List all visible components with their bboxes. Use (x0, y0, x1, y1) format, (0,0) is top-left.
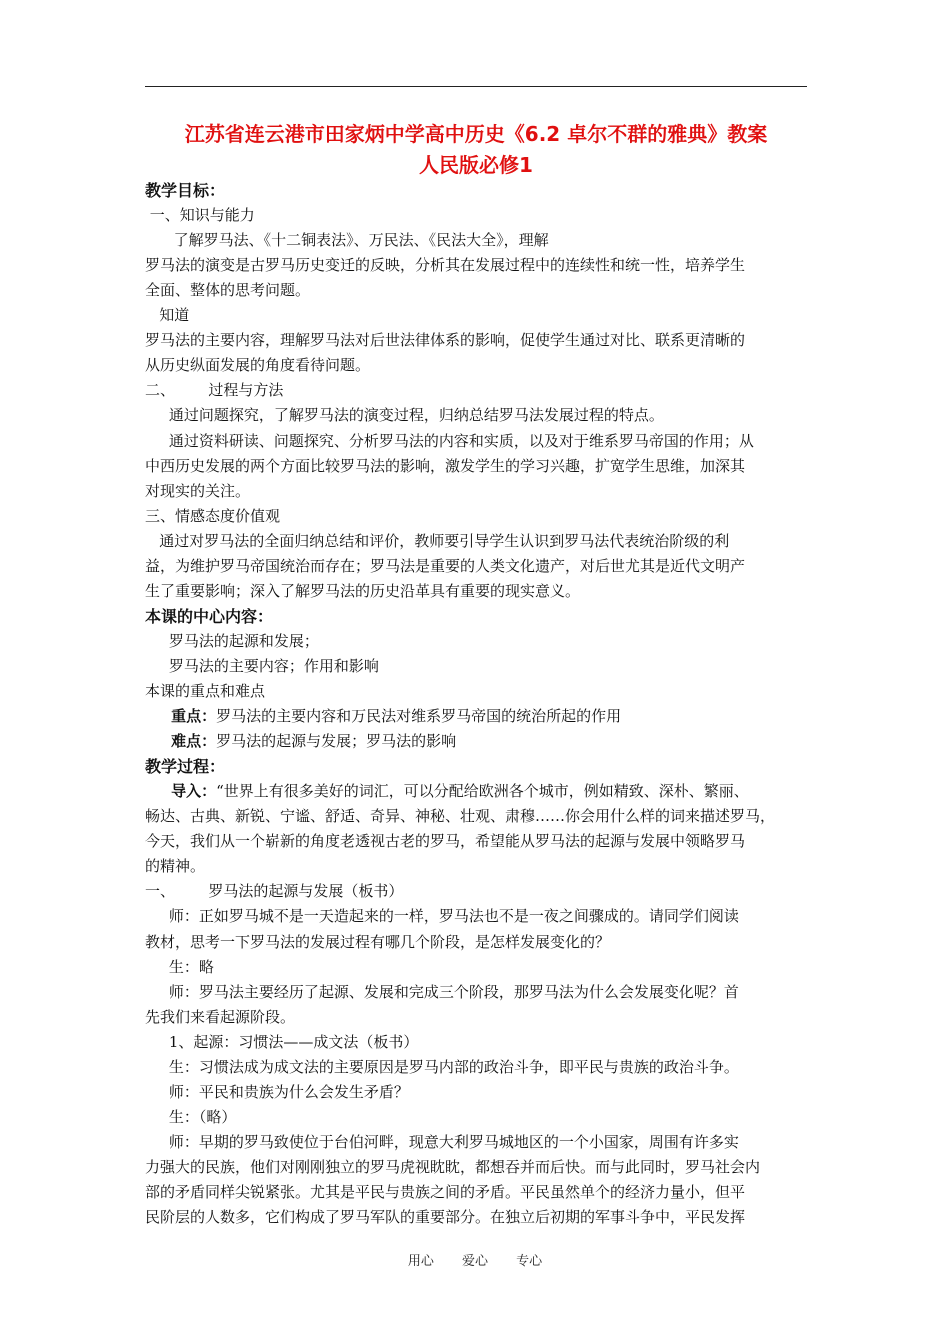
document-title-line1: 江苏省连云港市田家炳中学高中历史《6.2 卓尔不群的雅典》教案 (184, 122, 768, 146)
line-text: 通过问题探究，了解罗马法的演变过程，归纳总结罗马法发展过程的特点。 (145, 406, 664, 425)
line-text: 民阶层的人数多，它们构成了罗马军队的重要部分。在独立后初期的军事斗争中，平民发挥 (145, 1208, 746, 1227)
section-heading (145, 604, 817, 629)
line-text: 从历史纵面发展的角度看待问题。 (145, 356, 371, 375)
footer-text-1: 用心 (407, 1254, 434, 1269)
line-text: 对现实的关注。 (145, 481, 251, 500)
line-text: 教学目标： (145, 181, 226, 200)
body-line (145, 704, 817, 729)
line-label: 难点： (145, 732, 217, 751)
body-line (145, 353, 817, 378)
body-line (145, 579, 817, 604)
body-line (145, 829, 817, 854)
line-text: 罗马法的主要内容；作用和影响 (145, 656, 379, 675)
body-line (145, 1055, 817, 1080)
body-line (145, 804, 817, 829)
header-rule (145, 86, 807, 87)
line-text: 先我们来看起源阶段。 (145, 1007, 296, 1026)
body-line (145, 879, 817, 904)
line-text: 生：（略） (145, 1107, 237, 1126)
line-text: 今天，我们从一个崭新的角度老透视古老的罗马，希望能从罗马法的起源与发展中领略罗马 (145, 832, 746, 851)
line-text: 中西历史发展的两个方面比较罗马法的影响，激发学生的学习兴趣，扩宽学生思维，加深其 (145, 456, 746, 475)
line-text: 二、 过程与方法 (145, 381, 284, 400)
body-line (145, 529, 817, 554)
body-line (145, 654, 817, 679)
body-line (145, 479, 817, 504)
body-line (145, 253, 817, 278)
line-text: 罗马法的起源和发展； (145, 631, 319, 650)
line-text: 师：罗马法主要经历了起源、发展和完成三个阶段，那罗马法为什么会发展变化呢？首 (145, 982, 739, 1001)
body-line (145, 203, 817, 228)
body-line (145, 679, 817, 704)
body-line (145, 1205, 817, 1230)
line-text: 本课的中心内容： (145, 606, 274, 626)
body-line (145, 629, 817, 654)
line-text: 师：早期的罗马致使位于台伯河畔，现意大利罗马城地区的一个小国家，周围有许多实 (145, 1132, 739, 1151)
line-text: 了解罗马法、《十二铜表法》、万民法、《民法大全》，理解 (145, 231, 549, 250)
line-text: 力强大的民族，他们对刚刚独立的罗马虎视眈眈，都想吞并而后快。而与此同时，罗马社会内 (145, 1157, 761, 1176)
body-line (145, 554, 817, 579)
line-text: 一、知识与能力 (145, 206, 255, 225)
line-text: 部的矛盾同样尖锐紧张。尤其是平民与贵族之间的矛盾。平民虽然单个的经济力量小，但平 (145, 1183, 746, 1201)
section-heading (145, 178, 817, 203)
line-text: 益，为维护罗马帝国统治而存在；罗马法是重要的人类文化遗产，对后世尤其是近代文明产 (145, 556, 746, 575)
body-line (145, 1105, 817, 1130)
line-label: 导入： (145, 782, 217, 801)
line-text: 通过资料研读、问题探究、分析罗马法的内容和实质，以及对于维系罗马帝国的作用；从 (145, 431, 754, 450)
line-text: 罗马法的主要内容，理解罗马法对后世法律体系的影响，促使学生通过对比、联系更清晰的 (145, 331, 746, 350)
footer-text-2: 爱心 (461, 1254, 488, 1269)
line-text: 教材，思考一下罗马法的发展过程有哪几个阶段，是怎样发展变化的？ (145, 932, 611, 951)
line-text: 1、起源：习惯法——成文法（板书） (145, 1032, 419, 1051)
body-line (145, 303, 817, 328)
line-text: 通过对罗马法的全面归纳总结和评价，教师要引导学生认识到罗马法代表统治阶级的利 (145, 531, 730, 550)
footer-text-3: 专心 (516, 1254, 543, 1269)
line-text: 知道 (145, 306, 190, 325)
line-text: 本课的重点和难点 (145, 682, 266, 700)
line-text: 罗马法的演变是古罗马历史变迁的反映，分析其在发展过程中的连续性和统一性，培养学生 (145, 256, 746, 275)
body-line (145, 930, 817, 955)
body-line (145, 1130, 817, 1155)
body-line (145, 228, 817, 253)
body-line (145, 429, 817, 454)
line-label: 重点： (145, 707, 217, 726)
line-text: “世界上有很多美好的词汇，可以分配给欧洲各个城市，例如精致、深朴、繁丽、 (216, 782, 749, 801)
line-text: 全面、整体的思考问题。 (145, 281, 311, 300)
line-text: 罗马法的主要内容和万民法对维系罗马帝国的统治所起的作用 (216, 707, 622, 726)
line-text: 生了重要影响；深入了解罗马法的历史沿革具有重要的现实意义。 (145, 581, 581, 600)
body-line (145, 1155, 817, 1180)
line-text: 一、 罗马法的起源与发展（板书） (145, 882, 404, 901)
document-title-line2: 人民版必修1 (419, 153, 533, 177)
body-line (145, 779, 817, 804)
body-line (145, 729, 817, 754)
body-line (145, 1030, 817, 1055)
body-line (145, 854, 817, 879)
line-text: 师：平民和贵族为什么会发生矛盾？ (145, 1082, 409, 1101)
section-heading (145, 754, 817, 779)
line-text: 罗马法的起源与发展；罗马法的影响 (216, 732, 457, 751)
line-text: 畅达、古典、新锐、宁谧、舒适、奇异、神秘、壮观、肃穆……你会用什么样的词来描述罗马， (145, 807, 776, 826)
page-footer (0, 1250, 950, 1269)
line-text: 生：习惯法成为成文法的主要原因是罗马内部的政治斗争，即平民与贵族的政治斗争。 (145, 1057, 739, 1076)
body-line (145, 904, 817, 929)
body-line (145, 980, 817, 1005)
body-line (145, 1005, 817, 1030)
body-line (145, 504, 817, 529)
body-line (145, 278, 817, 303)
line-text: 生：略 (145, 957, 214, 976)
body-line (145, 328, 817, 353)
body-line (145, 1080, 817, 1105)
body-line (145, 955, 817, 980)
line-text: 的精神。 (145, 857, 206, 876)
body-line (145, 454, 817, 479)
body-line (145, 1180, 817, 1205)
body-line (145, 378, 817, 403)
line-text: 三、情感态度价值观 (145, 506, 281, 525)
line-text: 教学过程： (145, 757, 226, 777)
line-text: 师：正如罗马城不是一天造起来的一样，罗马法也不是一夜之间骤成的。请同学们阅读 (145, 907, 739, 926)
body-line (145, 403, 817, 428)
